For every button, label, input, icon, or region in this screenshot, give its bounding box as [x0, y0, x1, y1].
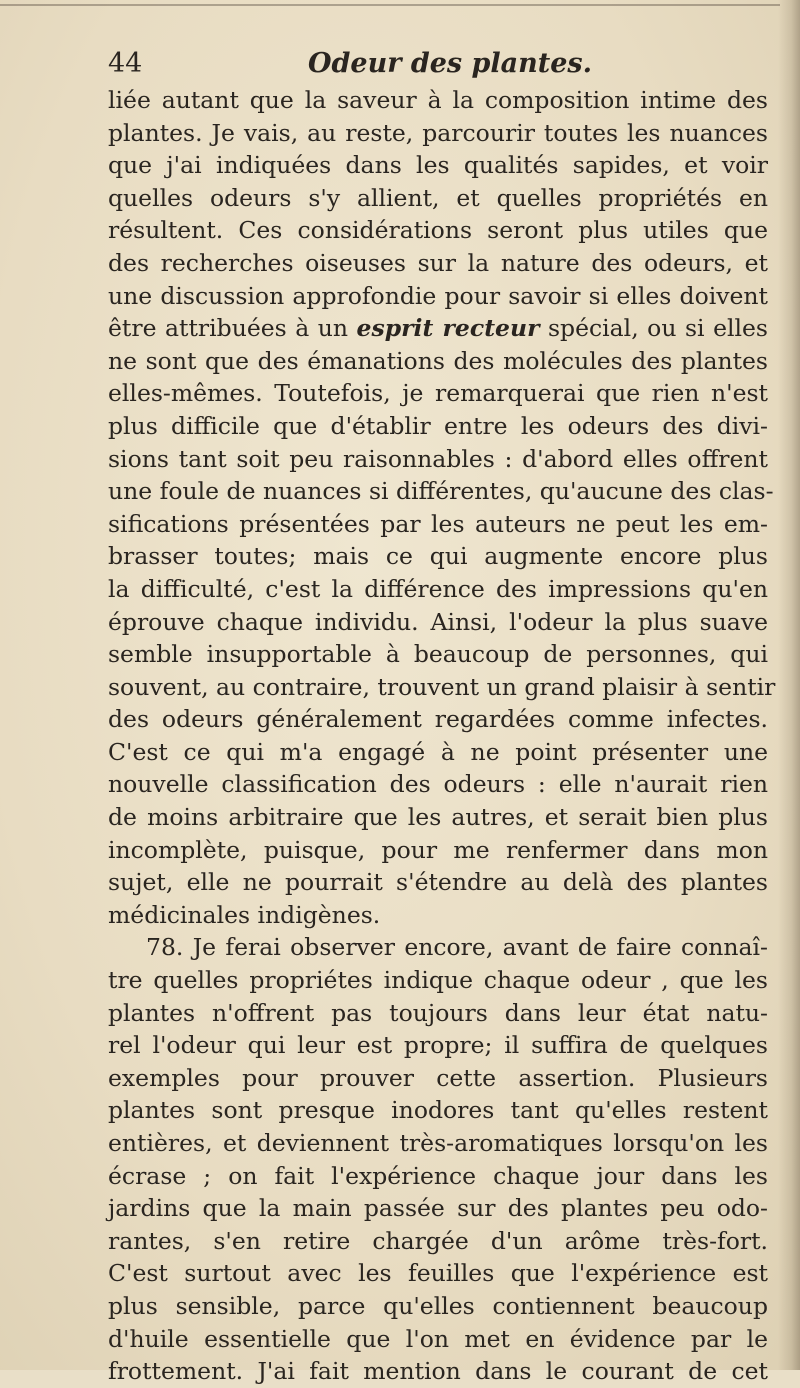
- text-line: rantes, s'en retire chargée d'un arôme très-fort.: [108, 1226, 768, 1255]
- body-text: [108, 84, 776, 1388]
- text-line: quelles odeurs s'y allient, et quelles propriétés en: [108, 183, 768, 212]
- text-segment: être attribuées à un: [108, 314, 357, 343]
- running-head: [108, 46, 768, 82]
- text-line: de moins arbitraire que les autres, et serait bien plus: [108, 803, 768, 832]
- page-edge-shadow: [778, 0, 800, 1370]
- text-line: [108, 312, 768, 345]
- text-line: elles-mêmes. Toutefois, je remarquerai que rien n'est: [108, 379, 768, 408]
- text-line: ne sont que des émanations des molécules des plantes: [108, 346, 768, 375]
- text-line: exemples pour prouver cette assertion. Plusieurs: [108, 1063, 768, 1092]
- text-line: jardins que la main passée sur des plantes peu odo-: [108, 1194, 768, 1223]
- text-line: une discussion approfondie pour savoir si elles doivent: [108, 281, 768, 310]
- text-segment: spécial, ou si elles: [539, 314, 768, 343]
- text-line: brasser toutes; mais ce qui augmente encore plus: [108, 542, 768, 571]
- top-border-line: [0, 4, 780, 6]
- text-line: nouvelle classification des odeurs : elle n'aurait rien: [108, 770, 768, 799]
- text-line: frottement. J'ai fait mention dans le courant de cet: [108, 1357, 768, 1386]
- text-line: entières, et deviennent très-aromatiques lorsqu'on les: [108, 1129, 768, 1157]
- text-line: des recherches oiseuses sur la nature des odeurs, et: [108, 248, 768, 277]
- text-line: la difficulté, c'est la différence des impressions qu'en: [108, 574, 768, 603]
- text-line: souvent, au contraire, trouvent un grand plaisir à sentir: [108, 672, 776, 701]
- text-line: d'huile essentielle que l'on met en évidence par le: [108, 1324, 768, 1353]
- text-line: écrase ; on fait l'expérience chaque jour dans les: [108, 1161, 768, 1190]
- text-line: sions tant soit peu raisonnables : d'abord elles offrent: [108, 444, 768, 473]
- emphasized-term: esprit recteur: [356, 314, 540, 343]
- text-line: 78. Je ferai observer encore, avant de faire connaî-: [146, 933, 768, 962]
- text-line: tre quelles propriétes indique chaque odeur , que les: [108, 966, 768, 995]
- text-line: résultent. Ces considérations seront plus utiles que: [108, 216, 768, 245]
- text-line: plus sensible, parce qu'elles contiennent beaucoup: [108, 1291, 768, 1320]
- text-line: rel l'odeur qui leur est propre; il suffira de quelques: [108, 1031, 768, 1060]
- text-line: une foule de nuances si différentes, qu'aucune des clas-: [108, 477, 774, 506]
- text-line: sujet, elle ne pourrait s'étendre au delà des plantes: [108, 868, 768, 897]
- text-line: des odeurs généralement regardées comme infectes.: [108, 705, 768, 734]
- text-line: C'est ce qui m'a engagé à ne point présenter une: [108, 737, 768, 766]
- text-line: sifications présentées par les auteurs ne peut les em-: [108, 509, 768, 538]
- text-line: C'est surtout avec les feuilles que l'expérience est: [108, 1259, 768, 1288]
- text-line: liée autant que la saveur à la composition intime des: [108, 86, 768, 114]
- text-line: éprouve chaque individu. Ainsi, l'odeur la plus suave: [108, 607, 768, 636]
- text-line: semble insupportable à beaucoup de personnes, qui: [108, 640, 768, 669]
- running-title: Odeur des plantes.: [308, 48, 593, 79]
- text-line: plus difficile que d'établir entre les odeurs des divi-: [108, 411, 768, 440]
- text-line: plantes n'offrent pas toujours dans leur état natu-: [108, 998, 768, 1027]
- text-line: médicinales indigènes.: [108, 900, 381, 929]
- text-line: que j'ai indiquées dans les qualités sapides, et voir: [108, 151, 768, 180]
- text-line: plantes sont presque inodores tant qu'elles restent: [108, 1096, 768, 1125]
- text-line: incomplète, puisque, pour me renfermer dans mon: [108, 835, 768, 864]
- text-line: plantes. Je vais, au reste, parcourir toutes les nuances: [108, 118, 768, 147]
- page-number: 44: [108, 48, 143, 79]
